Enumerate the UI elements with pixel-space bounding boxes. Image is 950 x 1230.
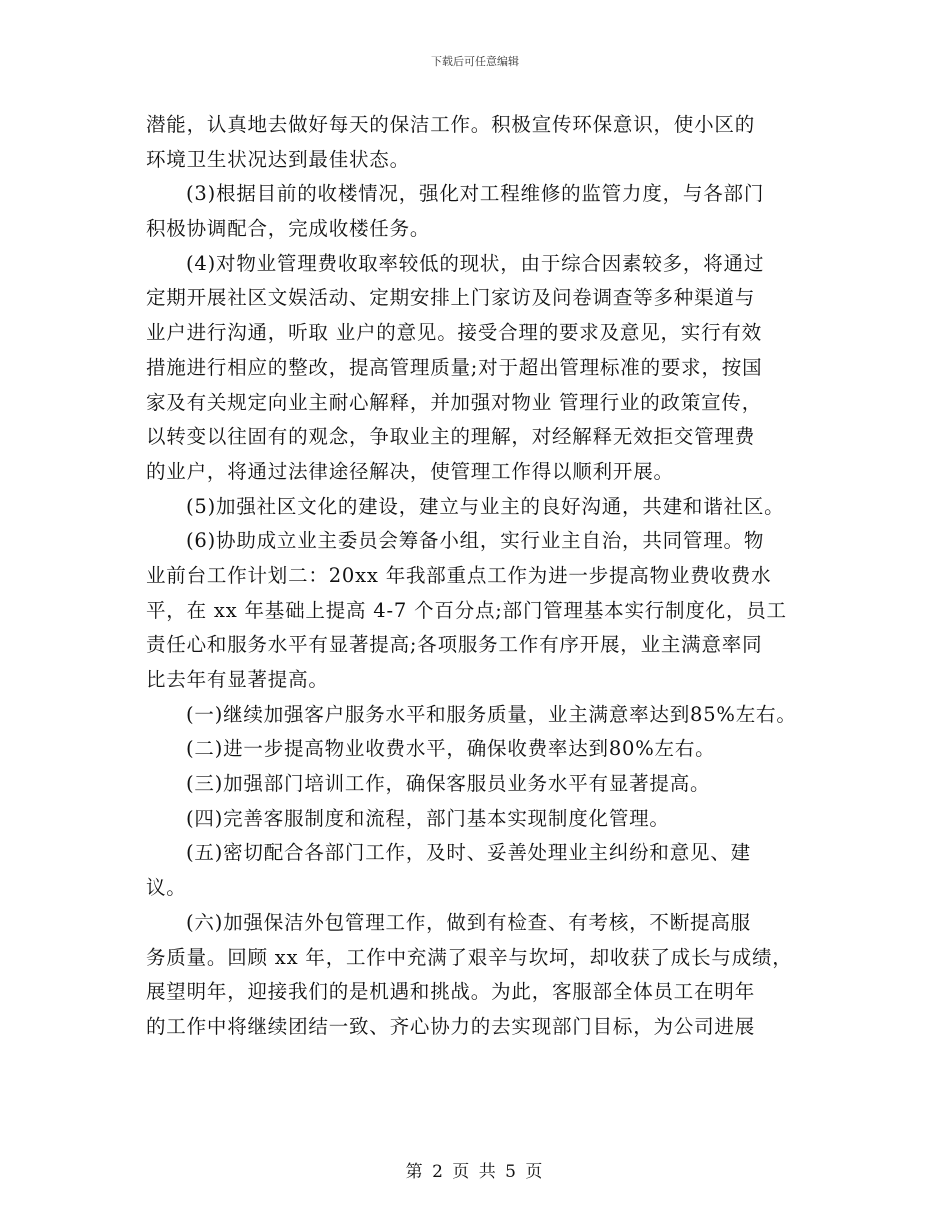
text-line: 议。 — [146, 876, 187, 900]
text-line: 务质量。回顾 xx 年，工作中充满了艰辛与坎坷，却收获了成长与成绩， — [146, 945, 793, 969]
text-line: 责任心和服务水平有显著提高;各项服务工作有序开展，业主满意率同 — [146, 633, 763, 657]
text-line: 家及有关规定向业主耐心解释，并加强对物业 管理行业的政策宣传， — [146, 390, 762, 414]
text-line: (3)根据目前的收楼情况，强化对工程维修的监管力度，与各部门 — [186, 182, 765, 206]
text-line: 比去年有显著提高。 — [146, 668, 329, 691]
text-line: 环境卫生状况达到最佳状态。 — [146, 147, 410, 171]
text-line: 的工作中将继续团结一致、齐心协力的去实现部门目标，为公司进展 — [146, 1014, 756, 1038]
text-line: (四)完善客服制度和流程，部门基本实现制度化管理。 — [186, 806, 670, 830]
text-line: 的业户，将通过法律途径解决，使管理工作得以顺利开展。 — [146, 459, 674, 483]
text-line: 潜能，认真地去做好每天的保洁工作。积极宣传环保意识，使小区的 — [146, 113, 756, 136]
text-line: 业户进行沟通，听取 业户的意见。接受合理的要求及意见，实行有效 — [146, 321, 762, 345]
page-number: 第 2 页 共 5 页 — [405, 1162, 545, 1182]
text-line: 业前台工作计划二：20xx 年我部重点工作为进一步提高物业费收费水 — [146, 563, 772, 587]
text-line: 以转变以往固有的观念，争取业主的理解，对经解释无效拒交管理费 — [146, 425, 756, 449]
text-line: 平，在 xx 年基础上提高 4-7 个百分点;部门管理基本实行制度化，员工 — [146, 598, 787, 622]
page-header: 下载后可任意编辑 — [431, 55, 519, 68]
text-line: (5)加强社区文化的建设，建立与业主的良好沟通，共建和谐社区。 — [186, 494, 785, 518]
text-line: (六)加强保洁外包管理工作，做到有检查、有考核，不断提高服 — [186, 910, 751, 934]
body-text — [146, 108, 836, 1045]
text-line: (二)进一步提高物业收费水平，确保收费率达到80%左右。 — [186, 737, 716, 761]
text-line: (6)协助成立业主委员会筹备小组，实行业主自治，共同管理。物 — [186, 529, 765, 553]
text-line: 积极协调配合，完成收楼任务。 — [146, 217, 431, 241]
text-line: (4)对物业管理费收取率较低的现状，由于综合因素较多，将通过 — [186, 251, 765, 275]
text-line: 定期开展社区文娱活动、定期安排上门家访及问卷调查等多种渠道与 — [146, 286, 756, 310]
text-line: 措施进行相应的整改，提高管理质量;对于超出管理标准的要求，按国 — [146, 355, 763, 379]
text-line: (一)继续加强客户服务水平和服务质量，业主满意率达到85%左右。 — [186, 702, 797, 726]
text-line: (三)加强部门培训工作，确保客服员业务水平有显著提高。 — [186, 772, 711, 796]
text-line: (五)密切配合各部门工作，及时、妥善处理业主纠纷和意见、建 — [186, 841, 751, 865]
text-line: 展望明年，迎接我们的是机遇和挑战。为此，客服部全体员工在明年 — [146, 980, 756, 1004]
